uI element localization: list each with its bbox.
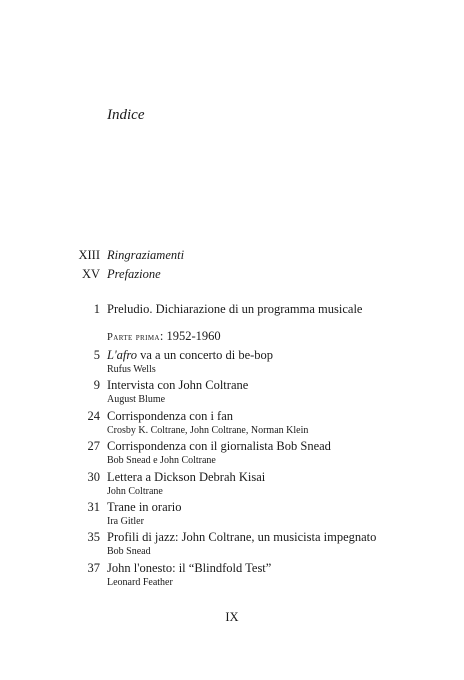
page-number: 35	[87, 530, 100, 544]
folio-page-number: IX	[225, 610, 239, 624]
entry-author: Bob Snead e John Coltrane	[107, 455, 216, 466]
toc-entry	[70, 530, 440, 557]
page-number: 1	[93, 302, 100, 316]
entry-title: Intervista con John Coltrane	[107, 378, 249, 392]
toc-entry	[70, 409, 440, 436]
entry-title: Ringraziamenti	[107, 248, 185, 262]
page-number: 9	[93, 378, 100, 392]
entry-title: Corrispondenza con i fan	[107, 409, 234, 423]
page-number: 5	[93, 348, 100, 362]
page-number: XIII	[78, 248, 100, 262]
entry-title: Preludio. Dichiarazione di un programma musicale	[107, 302, 363, 316]
entry-author: August Blume	[107, 394, 166, 405]
toc-entry-ringraziamenti	[70, 248, 430, 267]
entry-title: Lettera a Dickson Debrah Kisai	[107, 470, 266, 484]
entry-author: Crosby K. Coltrane, John Coltrane, Norman Klein	[107, 425, 309, 436]
entry-title	[107, 348, 273, 363]
toc-entry	[70, 470, 440, 497]
page-number: 37	[87, 561, 100, 575]
page-number: 27	[87, 439, 100, 453]
toc-entry-preludio	[70, 302, 440, 317]
entry-title: Trane in orario	[107, 500, 182, 514]
entry-title: John l'onesto: il “Blindfold Test”	[107, 561, 272, 575]
entry-author: John Coltrane	[107, 486, 163, 497]
entry-title-italic: L'afro	[107, 348, 137, 362]
toc-entry	[70, 561, 440, 588]
front-matter-list	[70, 248, 430, 286]
entry-title-rest: va a un concerto di be-bop	[137, 348, 274, 362]
page-number: 31	[87, 500, 100, 514]
toc-entry-prefazione	[70, 267, 430, 286]
page-number: 24	[87, 409, 100, 423]
part-label: Parte prima	[107, 332, 160, 343]
entry-author: Rufus Wells	[107, 364, 156, 375]
page-number: 30	[87, 470, 100, 484]
entry-title: Corrispondenza con il giornalista Bob Snead	[107, 439, 331, 453]
part-separator: :	[159, 329, 164, 343]
toc-entry	[70, 348, 440, 375]
toc-entry	[70, 439, 440, 466]
page-number: XV	[81, 267, 100, 281]
entry-title: Profili di jazz: John Coltrane, un musicista impegnato	[107, 530, 377, 544]
toc-entry	[70, 378, 440, 405]
part-heading	[107, 329, 221, 344]
entry-title: Prefazione	[107, 267, 161, 281]
toc-entry	[70, 500, 440, 527]
entry-author: Bob Snead	[107, 546, 151, 557]
page-heading: Indice	[107, 107, 145, 123]
entry-author: Leonard Feather	[107, 577, 173, 588]
part-years: 1952-1960	[166, 329, 221, 343]
entry-author: Ira Gitler	[107, 516, 144, 527]
